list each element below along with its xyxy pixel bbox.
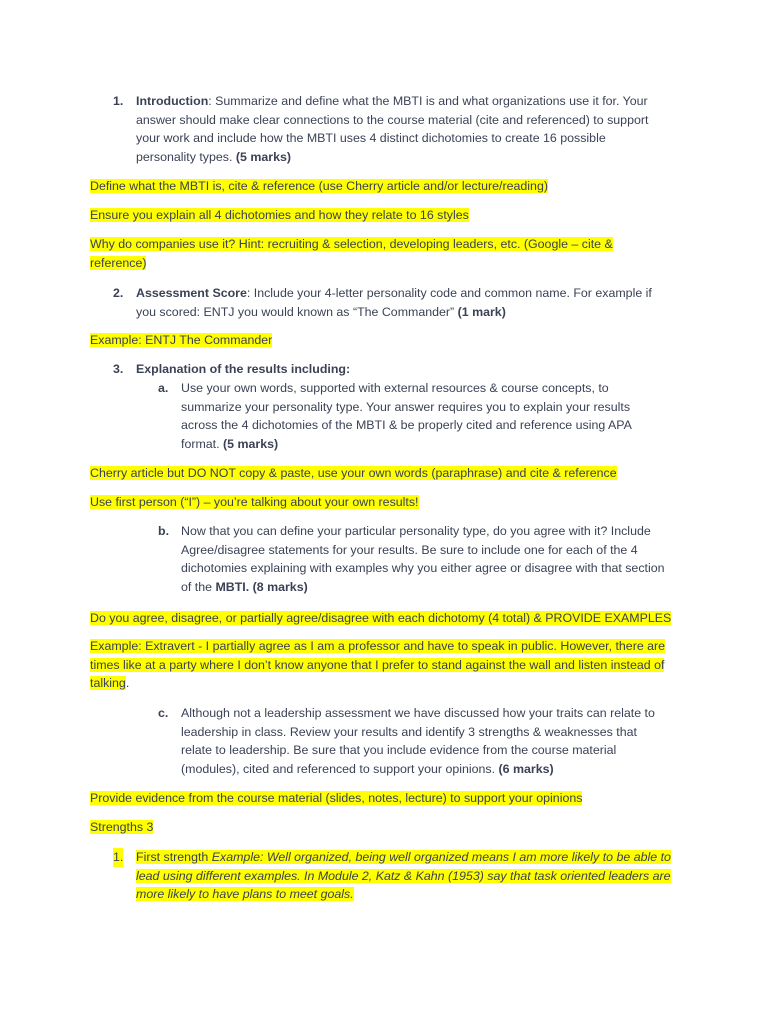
- strength-number: 1.: [113, 848, 123, 867]
- list-letter: a.: [158, 381, 169, 395]
- intro-text: : Summarize and define what the MBTI is and what organizations use it for. Your answer should make clear connections to the course material (cite and referenced) to support your work and include how the MBTI uses 4 distinct dichotomies to create 16 possible personality types.: [136, 94, 649, 164]
- note-strengths: Strengths 3: [90, 820, 154, 834]
- note-agree-disagree: Do you agree, disagree, or partially agree/disagree with each dichotomy (4 total) & PROVIDE EXAMPLES: [90, 611, 672, 625]
- score-heading: Assessment Score: [136, 286, 247, 300]
- note-dichotomies: Ensure you explain all 4 dichotomies and how they relate to 16 styles: [90, 208, 469, 222]
- item-b-mbti: MBTI: [215, 579, 246, 594]
- item-c-marks: (6 marks): [498, 761, 554, 776]
- strength-1-paragraph: [136, 848, 676, 904]
- item-c-paragraph: Although not a leadership assessment we have discussed how your traits can relate to leadership in class. Review your results and identify 3 strengths & weaknesses that relate to leadership. Be sure that you include evidence from the course material (modules), cited and referenced to support your opinions. (6 marks): [181, 706, 655, 776]
- note-first-person: Use first person (“I”) – you’re talking about your own results!: [90, 495, 419, 509]
- note-cherry-article: Cherry article but DO NOT copy & paste, use your own words (paraphrase) and cite & reference: [90, 466, 617, 480]
- note-example-entj: Example: ENTJ The Commander: [90, 333, 273, 347]
- list-number: 3.: [113, 362, 124, 376]
- score-marks: (1 mark): [457, 304, 506, 319]
- note-provide-evidence: Provide evidence from the course material (slides, notes, lecture) to support your opinions: [90, 791, 583, 805]
- strength-1-example: Example: Well organized, being well organized means I am more likely to be able to lead using different examples. In Module 2, Katz & Kahn (1953) say that task oriented leaders are more likely to have plans to meet goals.: [136, 850, 671, 902]
- note-why-companies: Why do companies use it? Hint: recruiting & selection, developing leaders, etc. (Google – cite & reference): [90, 237, 613, 270]
- list-letter: b.: [158, 524, 170, 538]
- intro-paragraph: [136, 92, 668, 166]
- item-b-marks: . (8 marks): [245, 579, 308, 594]
- note-define-mbti: Define what the MBTI is, cite & reference (use Cherry article and/or lecture/reading): [90, 179, 548, 193]
- strength-1-label: First strength: [136, 850, 212, 864]
- explanation-heading: Explanation of the results including:: [136, 362, 351, 376]
- list-letter: c.: [158, 706, 169, 720]
- score-text: : Include your 4-letter personality code and common name. For example if you scored: ENTJ you would known as “The Commander”: [136, 286, 652, 319]
- item-a-paragraph: Use your own words, supported with external resources & course concepts, to summarize your personality type. Your answer requires you to explain your results across the 4 dichotomies of the MBTI & be properly cited and reference using APA format. (5 marks): [181, 381, 632, 451]
- assessment-score-paragraph: [136, 284, 661, 321]
- list-number: 1.: [113, 94, 124, 108]
- item-a-marks: (5 marks): [223, 436, 279, 451]
- intro-heading: Introduction: [136, 94, 209, 108]
- intro-marks: (5 marks): [235, 149, 291, 164]
- item-b-paragraph: Now that you can define your particular personality type, do you agree with it? Include Agree/disagree statements for your results. Be sure to include one for each of the 4 dichotomies explaining with examples why you either agree or disagree with that section of the MBTI. (8 marks): [181, 524, 665, 594]
- note-example-extravert: Example: Extravert - I partially agree as I am a professor and have to speak in public. However, there are times like at a party where I don’t know anyone that I prefer to stand against the wall and listen instead of talking.: [90, 639, 666, 691]
- list-number: 2.: [113, 286, 124, 300]
